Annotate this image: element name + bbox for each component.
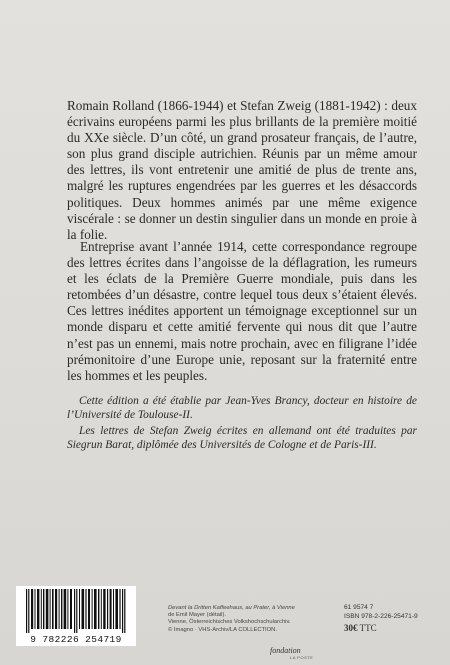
product-code: 61 9574 7 xyxy=(344,604,374,611)
caption-line-3: Vienne, Österreichisches Volkshochschularchiv. xyxy=(168,619,291,626)
summary-paragraph-1-text: Romain Rolland (1866-1944) et Stefan Zweig (1881-1942) : deux écrivains européens parmi les plus brillants de la première moitié du XXe siècle. D’un côté, un grand prosateur français, de l’autre, son plus grand disciple autrichien. Réunis par un même amour des lettres, ils vont entretenir une amitié de plus de trente ans, malgré les ruptures engendrées par les guerres et les désaccords politiques. Deux hommes animés par une même exigence viscérale : se donner un destin singulier dans un monde en proie à la folie. xyxy=(67,98,417,242)
summary-paragraph-2 xyxy=(67,239,417,384)
cover-image-caption xyxy=(168,605,338,634)
fondation-la-poste-logo xyxy=(270,646,360,662)
isbn-price-block xyxy=(344,604,434,633)
publisher-logo-subtext: LA POSTE xyxy=(290,655,314,660)
publisher-logo-text: fondation xyxy=(270,646,301,655)
summary-paragraph-2-text: Entreprise avant l’année 1914, cette correspondance regroupe des lettres écrites dans l’angoisse de la déflagration, les rumeurs et les éclats de la Première Guerre mondiale, puis dans les retombées d’un désastre, contre lequel tous deux s’étaient élevés. Ces lettres inédites apportent un témoignage exceptionnel sur un monde disparu et cette amitié fervente qui nous dit que l’autre n’est pas un ennemi, mais notre prochain, avec en filigrane l’idée prémonitoire d’une Europe unie, reposant sur la fraternité entre les hommes et les peuples. xyxy=(67,239,417,383)
barcode-number: 9 782226 254719 xyxy=(30,634,122,645)
price-value: 30€ xyxy=(344,623,358,633)
caption-line-4: © Imagno · VHS-Archiv/LA COLLECTION. xyxy=(168,626,277,633)
caption-line-2: de Emil Mayer (détail). xyxy=(168,612,226,619)
edition-credit: Cette édition a été établie par Jean-Yves Brancy, docteur en histoire de l’Université de Toulouse-II. xyxy=(67,395,417,421)
summary-paragraph-1 xyxy=(67,98,417,243)
barcode-bars-icon xyxy=(24,589,128,633)
edition-credits xyxy=(67,395,417,455)
translation-credit: Les lettres de Stefan Zweig écrites en allemand ont été traduites par Siegrun Barat, diplômée des Universités de Cologne et de Paris-III. xyxy=(67,425,417,451)
barcode xyxy=(16,586,136,646)
isbn-number: ISBN 978-2-226-25471-9 xyxy=(344,612,418,620)
price-ttc: TTC xyxy=(359,623,377,633)
price xyxy=(344,624,434,633)
caption-line-1: Devant la Dritten Kaffeehaus, au Prater, à Vienne xyxy=(168,605,295,611)
